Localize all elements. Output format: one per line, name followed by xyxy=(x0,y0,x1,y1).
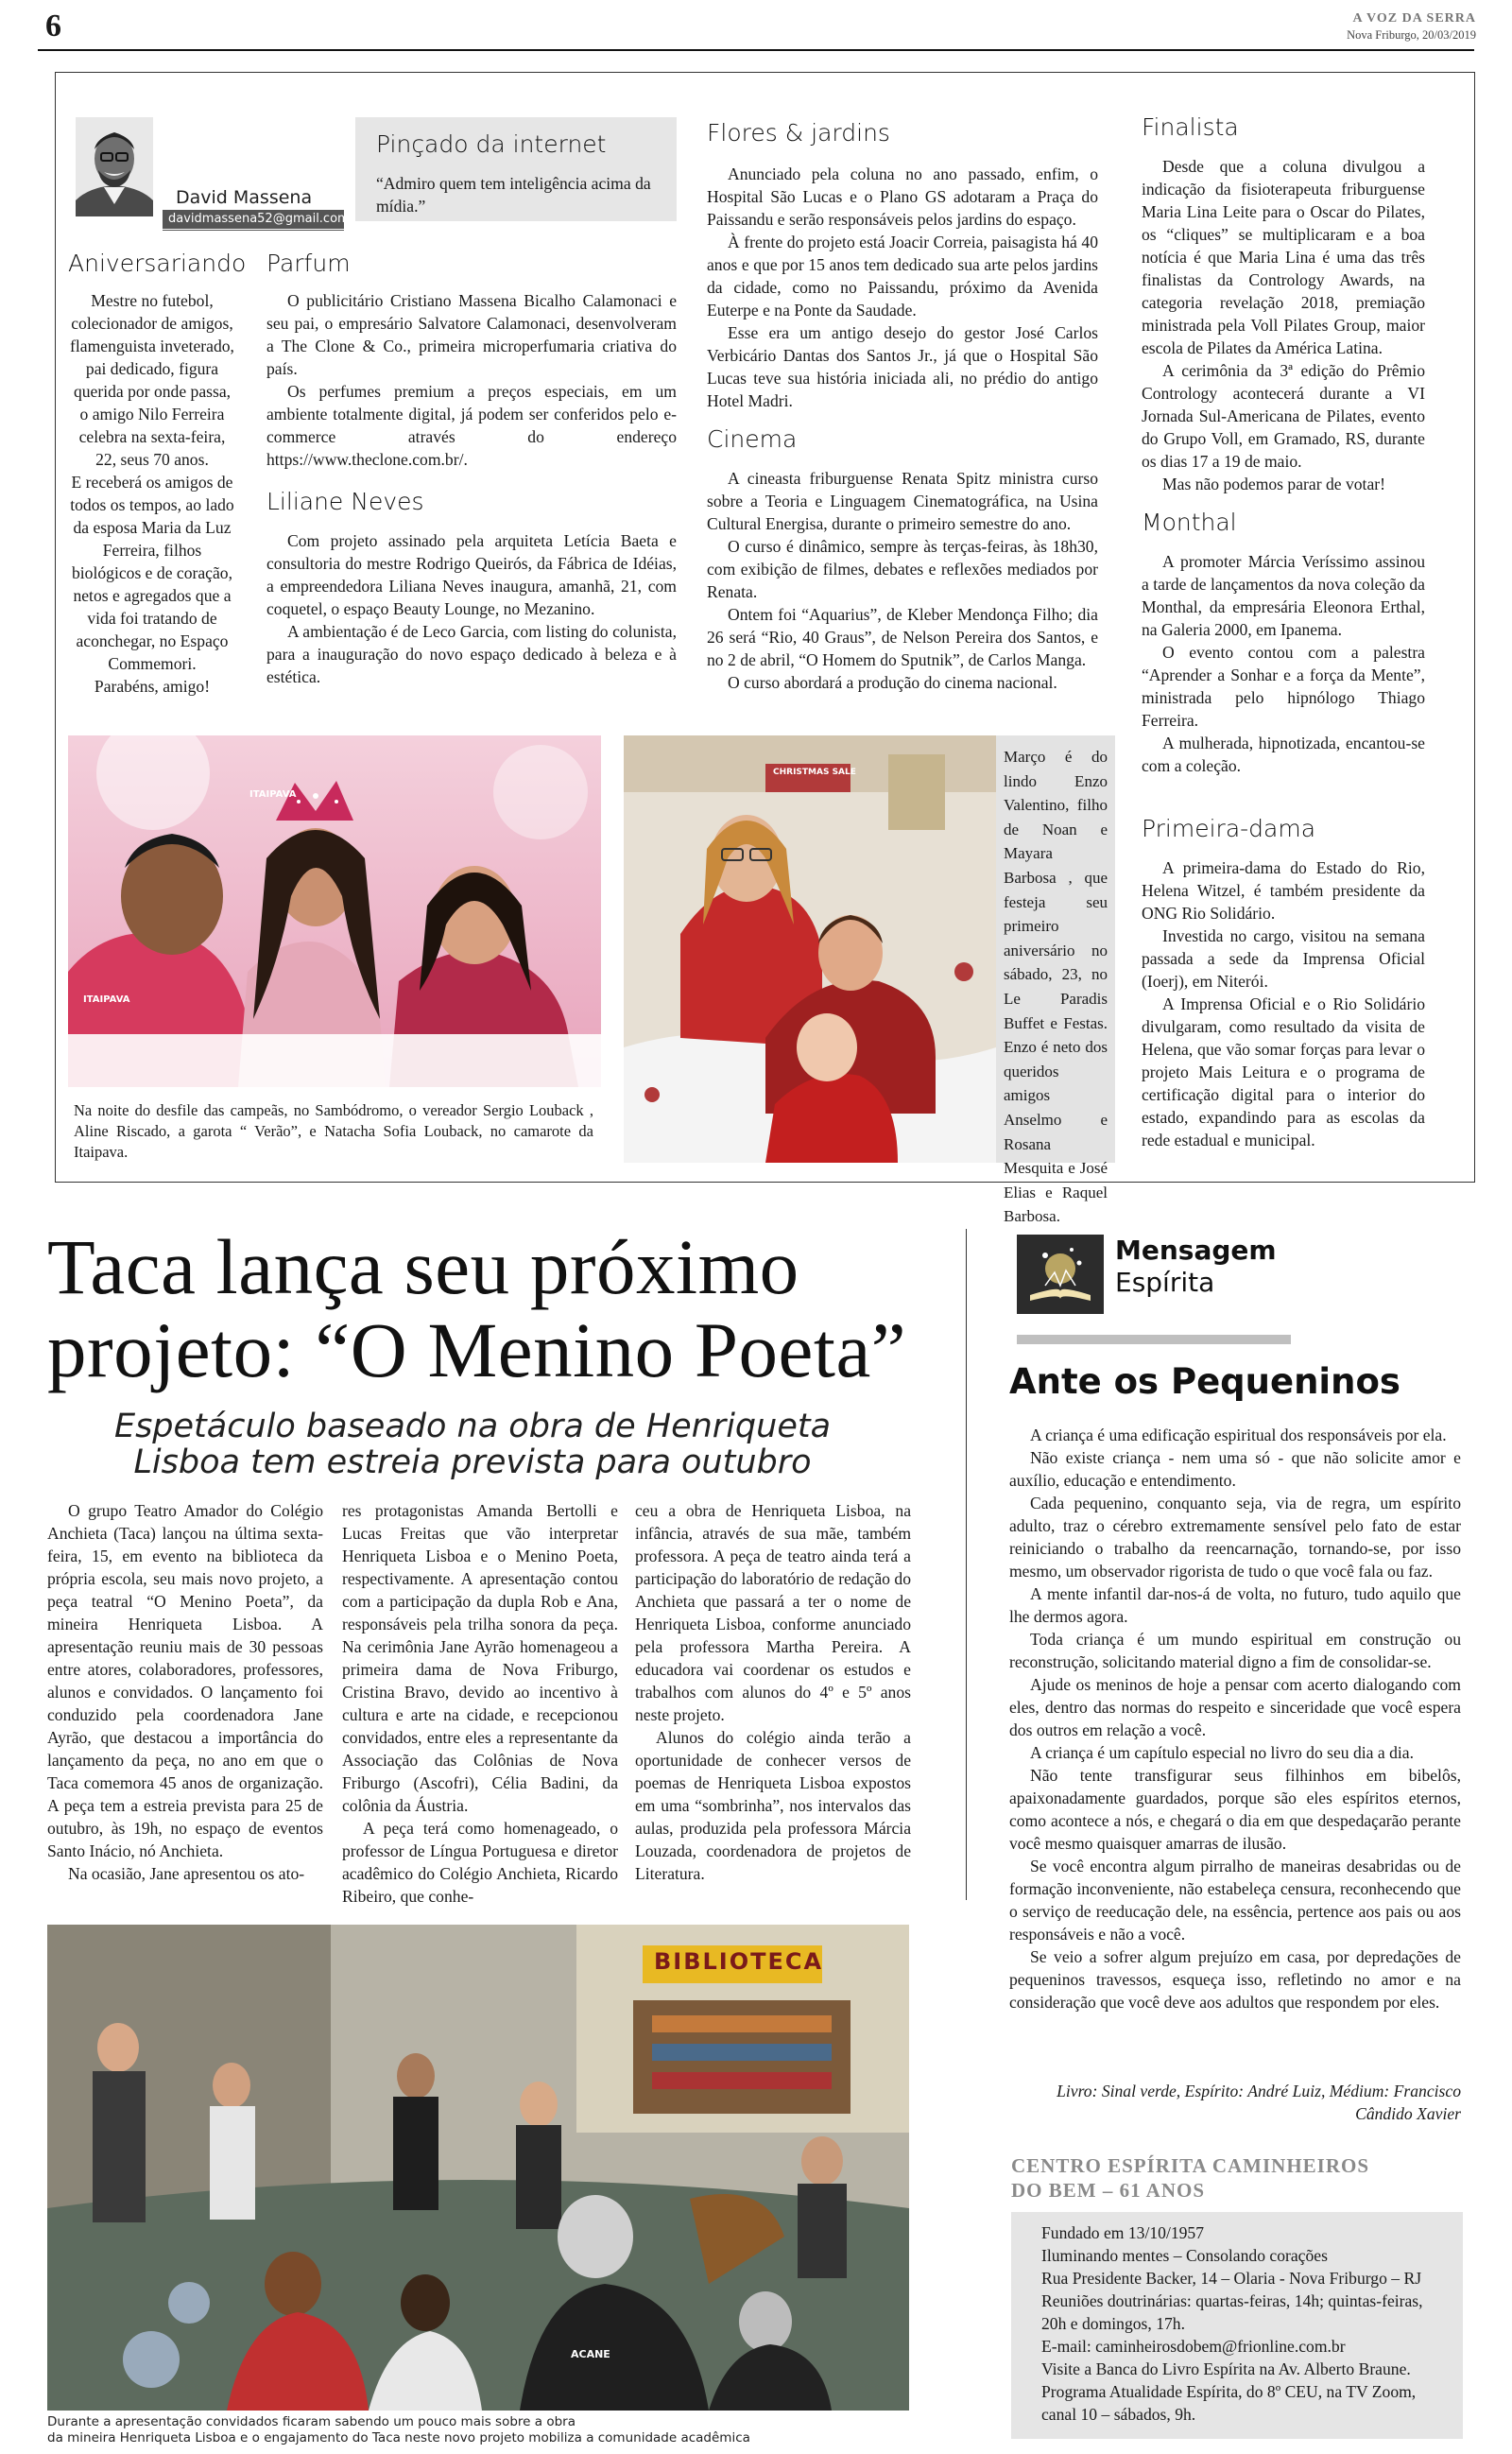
caption-line: da mineira Henriqueta Lisboa e o engajamento do Taca neste novo projeto mobiliza a comunidade acadêmica xyxy=(47,2430,750,2445)
paragraph: Os perfumes premium a preços especiais, em um ambiente totalmente digital, já podem ser conferidos pelo e-commerce através do endereço https://www.theclone.com.br/. xyxy=(266,382,677,469)
parfum-title: Parfum xyxy=(266,250,351,277)
paragraph: Na ocasião, Jane apresentou os ato- xyxy=(68,1864,305,1883)
event-caption xyxy=(47,2414,750,2446)
paragraph: Toda criança é um mundo espiritual em construção ou reconstrução, solicitando material digno a fim de consolidar-se. xyxy=(1009,1630,1461,1671)
info-line: Rua Presidente Backer, 14 – Olaria - Nova Friburgo – RJ xyxy=(1041,2269,1422,2288)
source-line: Cândido Xavier xyxy=(1355,2104,1461,2123)
event-photo xyxy=(47,1925,909,2411)
author-email[interactable]: davidmassena52@gmail.com xyxy=(168,212,350,226)
parfum-body xyxy=(266,289,677,471)
paragraph: A criança é um capítulo especial no livro do seu dia a dia. xyxy=(1030,1743,1414,1762)
paragraph: O evento contou com a palestra “Aprender a Sonhar e a força da Mente”, ministrada pelo hipnólogo Thiago Ferreira. xyxy=(1142,643,1425,730)
column-separator xyxy=(966,1229,967,1900)
centro-line: DO BEM – 61 ANOS xyxy=(1011,2179,1206,2202)
paragraph: A peça terá como homenageado, o professor de Língua Portuguesa e diretor acadêmico do Colégio Anchieta, Ricardo Ribeiro, que conhe- xyxy=(342,1819,618,1906)
paragraph: A ambientação é de Leco Garcia, com listing do colunista, para a inauguração do novo espaço dedicado à beleza e à estética. xyxy=(266,622,677,686)
paragraph: A mente infantil dar-nos-á de volta, no futuro, tudo aquilo que lhe dermos agora. xyxy=(1009,1584,1461,1626)
badge-line: Espírita xyxy=(1115,1267,1215,1298)
paragraph: Cada pequenino, conquanto seja, via de regra, um espírito adulto, traz o cérebro extremamente sensível pelo fato de estar reiniciando o trabalho da reencarnação, tornando-se, por isso mesmo, um observador rigorista de tudo o que você fala ou faz. xyxy=(1009,1494,1461,1581)
paragraph: Esse era um antigo desejo do gestor José Carlos Verbicário Dantas dos Santos Jr., já que o Hospital São Lucas teve sua história iniciada ali, no prédio do antigo Hotel Madri. xyxy=(707,323,1098,410)
paragraph: A cineasta friburguense Renata Spitz ministra curso sobre a Teoria e Linguagem Cinematográfica, na Usina Cultural Energisa, durante o primeiro semestre do ano. xyxy=(707,469,1098,533)
paragraph: Não existe criança - nem uma só - que não solicite amor e auxílio, educação e entendimento. xyxy=(1009,1448,1461,1490)
carnival-caption: Na noite do desfile das campeãs, no Sambódromo, o vereador Sergio Louback , Aline Riscado, a garota “ Verão”, e Natacha Sofia Louback, no camarote da Itaipava. xyxy=(74,1101,593,1161)
source-line: Livro: Sinal verde, Espírito: André Luiz, Médium: Francisco xyxy=(1057,2082,1461,2100)
paragraph: A cerimônia da 3ª edição do Prêmio Contrology acontecerá durante a VI Jornada Sul-Americana de Pilates, evento do Grupo Voll, em Gramado, RS, durante os dias 17 a 19 de maio. xyxy=(1142,361,1425,471)
flores-body xyxy=(707,163,1098,412)
liliane-title: Liliane Neves xyxy=(266,488,424,515)
paragraph: O publicitário Cristiano Massena Bicalho Calamonaci e seu pai, o empresário Salvatore Calamonaci, desenvolveram a The Clone & Co., primeira microperfumaria criativa do país. xyxy=(266,291,677,378)
primeira-dama-title: Primeira-dama xyxy=(1142,815,1316,842)
carnival-photo xyxy=(68,735,601,1087)
subhead-line: Lisboa tem estreia prevista para outubro xyxy=(133,1443,812,1481)
espirita-body xyxy=(1009,1424,1461,2013)
book-icon xyxy=(1017,1235,1104,1314)
paragraph: Ontem foi “Aquarius”, de Kleber Mendonça Filho; dia 26 será “Rio, 40 Graus”, de Nelson Pereira dos Santos, e no 2 de abril, “O Homem do Sputnik”, de Carlos Manga. xyxy=(707,605,1098,669)
info-line: Iluminando mentes – Consolando corações xyxy=(1041,2246,1328,2265)
paragraph: Mas não podemos parar de votar! xyxy=(1162,475,1385,493)
paragraph: A mulherada, hipnotizada, encantou-se com a coleção. xyxy=(1142,734,1425,775)
liliane-body xyxy=(266,529,677,688)
paragraph: ceu a obra de Henriqueta Lisboa, na infância, através de sua mãe, também professora. A peça de teatro ainda terá a participação do laboratório de redação do Anchieta que passará a ter o nome de Henriqueta Lisboa, conforme anunciado pela professora Martha Pereira. A educadora vai coordenar os estudos e trabalhos com alunos do 4º e 5º anos neste projeto. xyxy=(635,1501,911,1724)
badge-rule xyxy=(1017,1335,1291,1344)
aniversariando-title: Aniversariando xyxy=(68,250,247,277)
finalista-title: Finalista xyxy=(1142,113,1239,141)
espirita-source xyxy=(1009,2080,1461,2125)
paragraph: A criança é uma edificação espiritual dos responsáveis por ela. xyxy=(1030,1426,1447,1444)
article-headline xyxy=(47,1225,906,1391)
caption-line: Durante a apresentação convidados ficaram sabendo um pouco mais sobre a obra xyxy=(47,2414,576,2429)
paragraph: res protagonistas Amanda Bertolli e Lucas Freitas que vão interpretar Henriqueta Lisboa e o Menino Poeta, respectivamente. A apresentação contou com a participação da dupla Rob e Ana, responsáveis pela trilha sonora da peça. Na cerimônia Jane Ayrão homenageou a primeira dama de Nova Friburgo, Cristina Bravo, devido ao incentivo à cultura e arte na cidade, e recepcionou convidados, entre eles a representante da Associação das Colônias de Nova Friburgo (Ascofri), Célia Badini, da colônia da Áustria. xyxy=(342,1501,618,1815)
page-number: 6 xyxy=(45,9,61,43)
library-sign: BIBLIOTECA xyxy=(654,1948,824,1975)
monthal-title: Monthal xyxy=(1142,509,1237,536)
info-line: Programa Atualidade Espírita, do 8º CEU, na TV Zoom, canal 10 – sábados, 9h. xyxy=(1041,2382,1417,2424)
header-rule xyxy=(38,49,1474,51)
subhead-line: Espetáculo baseado na obra de Henriqueta xyxy=(113,1408,832,1445)
paragraph: Alunos do colégio ainda terão a oportunidade de conhecer versos de poemas de Henriqueta Lisboa expostos em uma “sombrinha”, nos intervalos das aulas, produzida pela professora Márcia Louzada, coordenadora de projetos de Literatura. xyxy=(635,1728,911,1883)
author-rule xyxy=(163,230,344,231)
paragraph: Ajude os meninos de hoje a pensar com acerto dialogando com eles, dentro das normas do respeito e sinceridade que você espera dos outros em relação a você. xyxy=(1009,1675,1461,1739)
dateline: Nova Friburgo, 20/03/2019 xyxy=(1347,28,1476,42)
itaipava-sign: ITAIPAVA xyxy=(83,994,130,1005)
article-col2 xyxy=(342,1499,618,1908)
paragraph: Investida no cargo, visitou na semana passada a sede da Imprensa Oficial (Ioerj), em Niterói. xyxy=(1142,926,1425,991)
centro-line: CENTRO ESPÍRITA CAMINHEIROS xyxy=(1011,2154,1370,2177)
paragraph: A promoter Márcia Veríssimo assinou a tarde de lançamentos da nova coleção da Monthal, da empresária Eleonora Erthal, na Galeria 2000, em Ipanema. xyxy=(1142,552,1425,639)
pincado-title: Pinçado da internet xyxy=(376,130,607,158)
centro-info xyxy=(1041,2221,1450,2426)
paragraph: Desde que a coluna divulgou a indicação da fisioterapeuta friburguense Maria Lina Leite para o Oscar do Pilates, os “cliques” se multiplicaram e a boa notícia é que Maria Lina é uma das três finalistas da Contrology Awards, na categoria revelação 2018, premiação ministrada pela Voll Pilates Group, maior escola de Pilates da América Latina. xyxy=(1142,157,1425,357)
cinema-title: Cinema xyxy=(707,425,798,453)
paragraph: À frente do projeto está Joacir Correia, paisagista há 40 anos e que por 15 anos tem dedicado sua arte pelos jardins da cidade, como no Paissandu, próximo da Avenida Euterpe e na Ponte da Saudade. xyxy=(707,233,1098,320)
paragraph: E receberá os amigos de todos os tempos, ao lado da esposa Maria da Luz Ferreira, filhos biológicos e de coração, netos e agregados que a vida foi tratando de aconchegar, no Espaço Commemori. xyxy=(70,473,234,673)
christmas-sign: CHRISTMAS SALE xyxy=(773,768,856,777)
paragraph: Com projeto assinado pela arquiteta Letícia Baeta e consultoria do mestre Rodrigo Queirós, da Fábrica de Idéias, a empreendedora Liliana Neves inaugura, amanhã, 21, com coquetel, o espaço Beauty Lounge, no Mezanino. xyxy=(266,531,677,618)
author-photo xyxy=(76,117,153,216)
paragraph: O curso abordará a produção do cinema nacional. xyxy=(728,673,1057,692)
paragraph: Parabéns, amigo! xyxy=(94,677,211,696)
info-line: Visite a Banca do Livro Espírita na Av. Alberto Braune. xyxy=(1041,2359,1411,2378)
author-name: David Massena xyxy=(176,187,313,208)
article-col3 xyxy=(635,1499,911,1885)
finalista-body xyxy=(1142,155,1425,495)
info-line: Fundado em 13/10/1957 xyxy=(1041,2223,1205,2242)
paragraph: A primeira-dama do Estado do Rio, Helena Witzel, é também presidente da ONG Rio Solidário. xyxy=(1142,858,1425,923)
centro-title xyxy=(1011,2153,1369,2203)
flores-title: Flores & jardins xyxy=(707,119,890,147)
itaipava-sign: ITAIPAVA xyxy=(249,789,297,800)
info-email[interactable]: E-mail: caminheirosdobem@frionline.com.br xyxy=(1041,2337,1346,2356)
headline-line: Taca lança seu próximo xyxy=(47,1223,799,1310)
article-col1 xyxy=(47,1499,323,1885)
paragraph: A Imprensa Oficial e o Rio Solidário divulgaram, como resultado da visita de Helena, que vão somar forças para levar o projeto Mais Leitura e o programa de certificação digital para o interior do estado, expandindo para as escolas da rede estadual e municipal. xyxy=(1142,994,1425,1149)
badge-line: Mensagem xyxy=(1115,1235,1277,1266)
paragraph: Não tente transfigurar seus filhinhos em bibelôs, apaixonadamente guardados, porque são eles espíritos eternos, como acontece a nós, e chegará o dia em que despedaçarão perante você mesmo quaisquer amarras de ilusão. xyxy=(1009,1766,1461,1853)
espirita-title: Ante os Pequeninos xyxy=(1009,1361,1400,1402)
masthead: A VOZ DA SERRA xyxy=(1352,11,1476,26)
paragraph: O curso é dinâmico, sempre às terças-feiras, às 18h30, com exibição de filmes, debates e reflexões mediados por Renata. xyxy=(707,537,1098,601)
monthal-body xyxy=(1142,550,1425,777)
paragraph: O grupo Teatro Amador do Colégio Anchieta (Taca) lançou na última sexta-feira, 15, em evento na biblioteca da própria escola, seu mais novo projeto, a peça teatral “O Menino Poeta”, da mineira Henriqueta Lisboa. A apresentação reuniu mais de 30 pessoas entre atores, colaboradores, professores, alunos e convidados. O lançamento foi conduzido pela coordenadora Jane Ayrão, que destacou a importância do lançamento da peça, no ano em que o Taca comemora 45 anos de organização. A peça tem a estreia prevista para 25 de outubro, às 19h, no espaço de eventos Santo Inácio, nó Anchieta. xyxy=(47,1501,323,1860)
article-subhead xyxy=(113,1408,832,1480)
shirt-print: ACANE xyxy=(571,2348,610,2360)
family-photo xyxy=(624,735,996,1163)
paragraph: Se veio a sofrer algum prejuízo em casa, por depredações de pequeninos travessos, esqueça isso, refletindo no amor e na consideração que você deve aos adultos que respondem por eles. xyxy=(1009,1947,1461,2012)
info-line: Reuniões doutrinárias: quartas-feiras, 14h; quintas-feiras, 20h e domingos, 17h. xyxy=(1041,2291,1423,2333)
headline-line: projeto: “O Menino Poeta” xyxy=(47,1306,907,1393)
pincado-quote: “Admiro quem tem inteligência acima da mídia.” xyxy=(376,174,651,216)
aniversariando-body xyxy=(68,289,236,698)
primeira-dama-body xyxy=(1142,856,1425,1151)
paragraph: Anunciado pela coluna no ano passado, enfim, o Hospital São Lucas e o Plano GS adotaram a Praça do Paissandu e serão responsáveis pelos jardins do espaço. xyxy=(707,164,1098,229)
cinema-body xyxy=(707,467,1098,694)
family-caption: Março é do lindo Enzo Valentino, filho de Noan e Mayara Barbosa , que festeja seu primeiro aniversário no sábado, 23, no Le Paradis Buffet e Festas. Enzo é neto dos queridos amigos Anselmo e Rosana Mesquita e José Elias e Raquel Barbosa. xyxy=(1004,748,1108,1226)
paragraph: Se você encontra algum pirralho de maneiras desabridas ou de formação inconveniente, não estabeleça censura, reconhecendo que o serviço de reeducação dele, na essência, pertence aos pais ou aos responsáveis e não a você. xyxy=(1009,1857,1461,1944)
paragraph: Mestre no futebol, colecionador de amigos, flamenguista inveterado, pai dedicado, figura querida por onde passa, o amigo Nilo Ferreira celebra na sexta-feira, 22, seus 70 anos. xyxy=(70,291,234,469)
badge-title xyxy=(1115,1235,1277,1299)
